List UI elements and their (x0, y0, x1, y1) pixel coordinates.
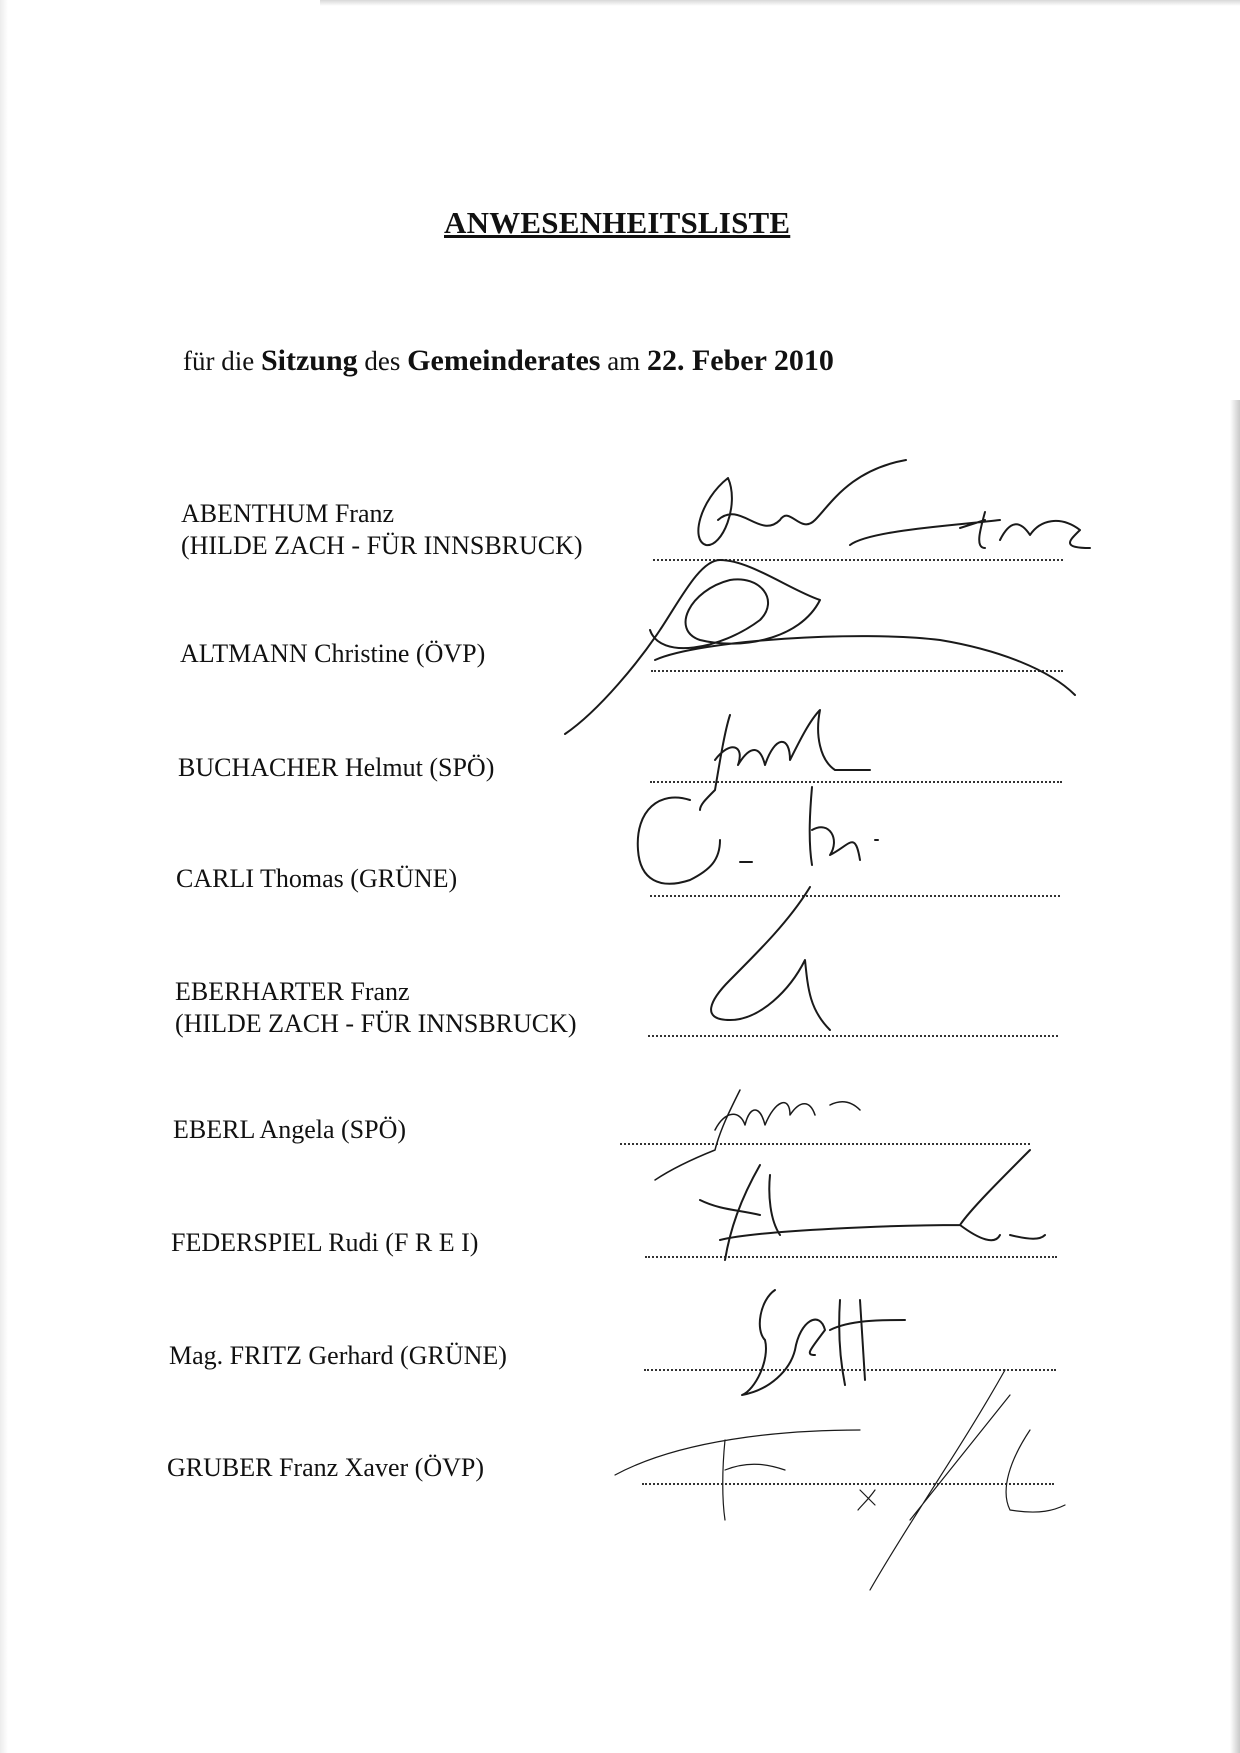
attendee-name-line1: ALTMANN Christine (ÖVP) (180, 639, 486, 668)
attendee-name-line2: (HILDE ZACH - FÜR INNSBRUCK) (175, 1009, 577, 1038)
attendee-name-line1: EBERL Angela (SPÖ) (173, 1115, 407, 1144)
scan-edge-left (0, 0, 8, 1753)
signature-line (642, 1481, 1054, 1485)
signature-eberl (655, 1090, 860, 1180)
signature-line (653, 557, 1063, 561)
attendee-name (173, 1114, 406, 1146)
signature-line (645, 1254, 1057, 1258)
subtitle-part-1: für die (183, 346, 261, 376)
signature-line (651, 668, 1063, 672)
signature-line (650, 893, 1060, 897)
attendee-name (178, 752, 494, 784)
document-subtitle (183, 344, 834, 378)
attendee-name (175, 976, 577, 1040)
attendee-name (181, 498, 583, 562)
signature-abenthum (698, 460, 1090, 548)
subtitle-part-2: Sitzung (260, 344, 358, 377)
subtitle-part-4: Gemeinderates (407, 344, 601, 377)
document-title: ANWESENHEITSLISTE (444, 205, 791, 240)
scan-edge-top (320, 0, 1240, 6)
attendee-name (169, 1340, 507, 1372)
signature-line (644, 1367, 1056, 1371)
attendee-name-line1: ABENTHUM Franz (181, 499, 395, 528)
signature-line (620, 1141, 1030, 1145)
attendee-name (180, 638, 485, 670)
subtitle-part-3: des (357, 346, 408, 376)
attendee-name (167, 1452, 484, 1484)
attendee-name-line1: FEDERSPIEL Rudi (F R E I) (171, 1228, 479, 1257)
scan-edge-right (1230, 400, 1240, 1753)
subtitle-part-5: am (600, 346, 647, 376)
signature-carli (638, 787, 878, 884)
signature-eberharter (711, 887, 830, 1030)
attendee-name (171, 1227, 478, 1259)
attendee-name-line1: Mag. FRITZ Gerhard (GRÜNE) (169, 1341, 507, 1370)
signature-line (650, 779, 1062, 783)
attendee-name-line2: (HILDE ZACH - FÜR INNSBRUCK) (181, 531, 583, 560)
signature-buchacher (700, 710, 870, 810)
attendee-name (176, 863, 457, 895)
signature-fritz (742, 1290, 905, 1395)
subtitle-part-6: 22. Feber 2010 (646, 344, 834, 377)
attendee-name-line1: EBERHARTER Franz (175, 977, 410, 1006)
signature-federspiel (700, 1150, 1045, 1260)
attendee-name-line1: GRUBER Franz Xaver (ÖVP) (167, 1453, 485, 1482)
signature-gruber (615, 1370, 1065, 1590)
signature-altmann (565, 560, 1075, 734)
signature-line (648, 1033, 1058, 1037)
attendee-name-line1: BUCHACHER Helmut (SPÖ) (178, 753, 495, 782)
attendee-name-line1: CARLI Thomas (GRÜNE) (176, 864, 458, 893)
